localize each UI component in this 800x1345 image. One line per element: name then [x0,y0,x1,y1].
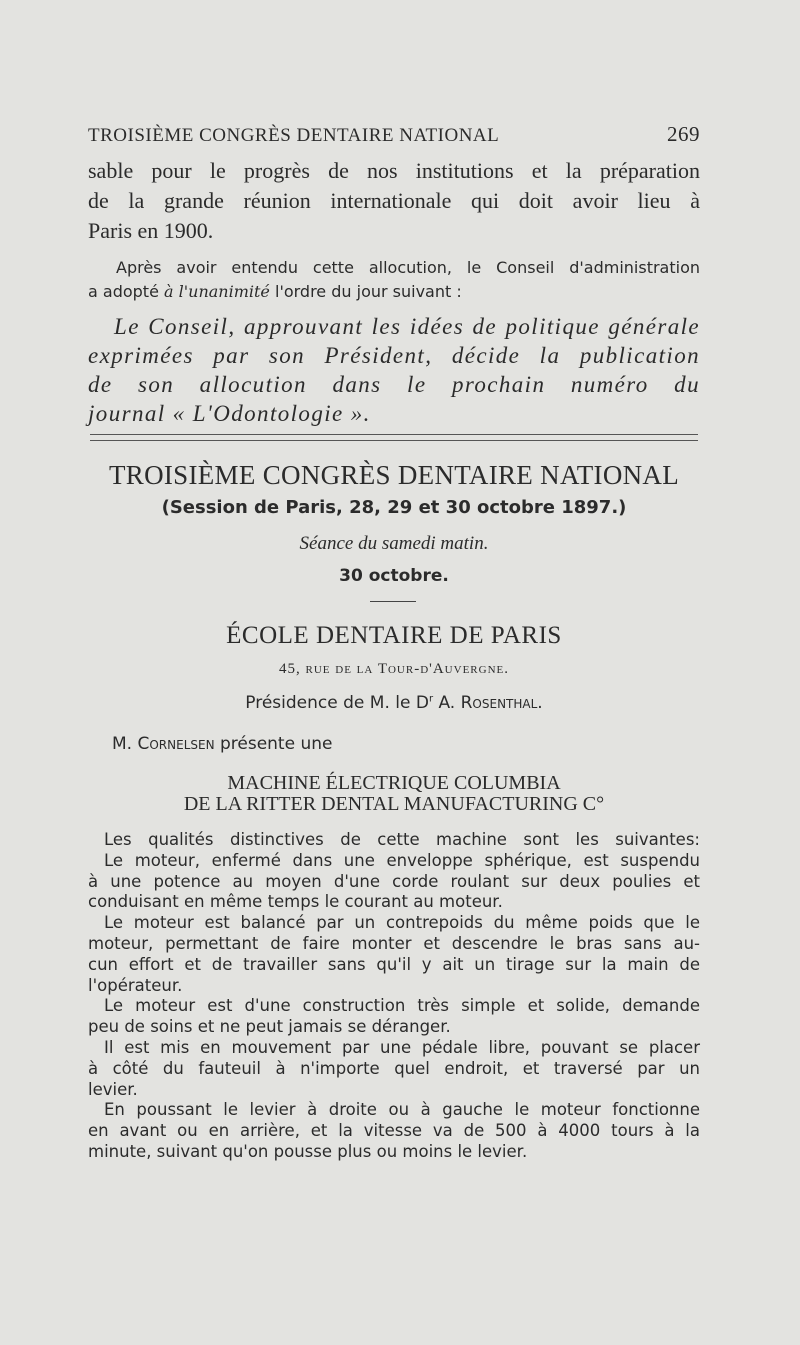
body-line: cun effort et de travailler sans qu'il y ait un tirage sur la main de [88,954,700,974]
body-line: moteur, permettant de faire monter et descendre le bras sans au- [88,933,700,953]
machine-title-line: MACHINE ÉLECTRIQUE COLUMBIA [227,772,561,794]
body-line: minute, suivant qu'on pousse plus ou moins le levier. [88,1141,528,1161]
president-name: Rosenthal. [460,693,543,713]
unanimity-phrase: à l'unanimité [164,282,270,301]
session-info: (Session de Paris, 28, 29 et 30 octobre 1897.) [161,497,627,518]
resolution-line: exprimées par son Président, décide la publication [88,343,700,368]
adoption-paragraph [88,256,700,304]
body-line: Les qualités distinctives de cette machine sont les suivantes: [104,830,700,849]
body-line: l'opérateur. [88,975,183,995]
presenter-line: M. Cornelsen présente une [112,734,333,754]
lead-paragraph [88,156,700,246]
body-line: en avant ou en arrière, et la vitesse va de 500 à 4000 tours à la [88,1121,700,1141]
resolution-paragraph [88,312,700,428]
running-header [88,122,700,147]
adoption-line: a adopté à l'unanimité l'ordre du jour suivant : [88,282,462,301]
school-name: ÉCOLE DENTAIRE DE PARIS [226,622,562,649]
body-line: Le moteur est d'une construction très simple et solide, demande [104,996,700,1016]
school-address: 45, rue de la Tour-d'Auvergne. [279,661,509,677]
lead-line: sable pour le progrès de nos institutions et la préparation [88,158,700,183]
resolution-line: de son allocution dans le prochain numéro du [88,372,700,397]
body-line: à côté du fauteuil à n'importe quel endroit, et traversé par un [88,1058,700,1078]
body-line: levier. [88,1079,138,1099]
resolution-line: Le Conseil, approuvant les idées de politique générale [114,314,700,339]
body-line: Le moteur, enfermé dans une enveloppe sphérique, est suspendu [104,850,700,870]
machine-description [88,830,700,1163]
seance-subtitle: Séance du samedi matin. [299,533,489,554]
body-line: Il est mis en mouvement par une pédale libre, pouvant se placer [104,1037,700,1057]
page-number: 269 [667,122,700,146]
body-line: Le moteur est balancé par un contrepoids du même poids que le [104,913,700,933]
body-line: conduisant en même temps le courant au moteur. [88,892,503,912]
presenter-name: Cornelsen [137,734,215,754]
body-line: En poussant le levier à droite ou à gauche le moteur fonctionne [104,1100,700,1120]
resolution-line: journal « L'Odontologie ». [88,401,371,426]
machine-title-line: DE LA RITTER DENTAL MANUFACTURING C° [183,793,605,815]
lead-line: de la grande réunion internationale qui doit avoir lieu à [88,188,700,213]
presidence-line: Présidence de M. le $D^r$ A. Rosenthal. [245,693,543,713]
lead-line: Paris en 1900. [88,218,214,243]
adoption-line: Après avoir entendu cette allocution, le Conseil d'administration [116,258,700,277]
double-rule-divider [90,434,698,441]
seance-date: 30 octobre. [339,566,449,586]
short-rule-divider [370,601,416,602]
section-title: TROISIÈME CONGRÈS DENTAIRE NATIONAL [108,460,680,490]
running-title: TROISIÈME CONGRÈS DENTAIRE NATIONAL [88,125,500,146]
body-line: à une potence au moyen d'une corde roulant sur deux poulies et [88,871,700,891]
body-line: peu de soins et ne peut jamais se déranger. [88,1017,451,1037]
